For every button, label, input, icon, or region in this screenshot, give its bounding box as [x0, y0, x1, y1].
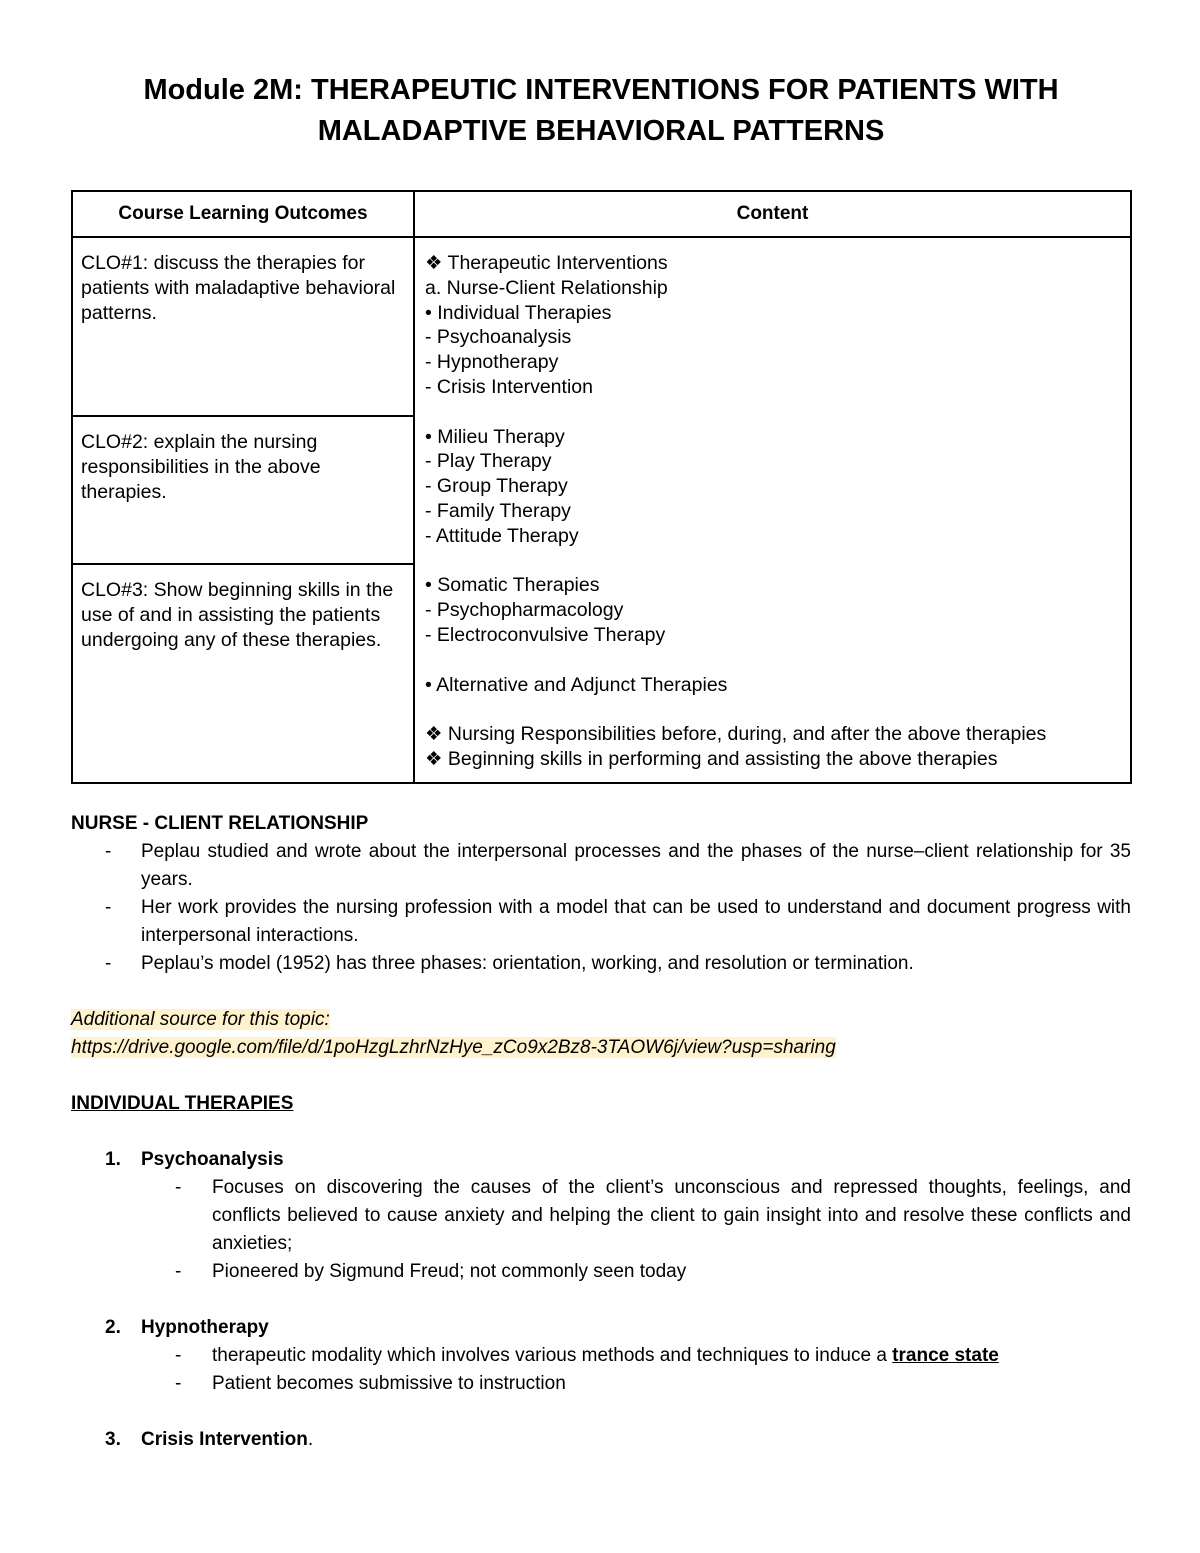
content-line: • Alternative and Adjunct Therapies [425, 673, 728, 696]
spacer [425, 648, 1122, 673]
document-page [71, 70, 1131, 1454]
content-line: - Play Therapy [425, 450, 552, 473]
item-suffix: . [307, 1429, 314, 1450]
item-number: 3. [105, 1429, 121, 1450]
title-line-2: MALADAPTIVE BEHAVIORAL PATTERNS [317, 115, 885, 147]
list-item: - Pioneered by Sigmund Freud; not commonly seen today [71, 1258, 1131, 1286]
nurse-client-section [71, 810, 1131, 978]
content-line: - Crisis Intervention [425, 375, 593, 398]
content-line: • Somatic Therapies [425, 574, 600, 597]
content-line: - Hypnotherapy [425, 351, 559, 374]
nurse-client-list [71, 838, 1131, 978]
psychoanalysis-list [71, 1174, 1131, 1286]
item-title: Psychoanalysis [141, 1149, 284, 1170]
individual-therapies-section [71, 1090, 1131, 1454]
table-header-row [72, 191, 1131, 237]
list-item [71, 1342, 1131, 1370]
therapy-item-hypnotherapy [71, 1314, 1131, 1342]
spacer [425, 549, 1122, 574]
content-line: - Family Therapy [425, 499, 571, 522]
item-title: Hypnotherapy [141, 1317, 269, 1338]
content-line: - Electroconvulsive Therapy [425, 623, 666, 646]
bullet-text: therapeutic modality which involves various methods and techniques to induce a [212, 1345, 893, 1366]
additional-source-link[interactable]: https://drive.google.com/file/d/1poHzgLzhrNzHye_zCo9x2Bz8-3TAOW6j/view?usp=sharing [71, 1037, 836, 1058]
clo-2-cell: CLO#2: explain the nursing responsibilities in the above therapies. [72, 416, 414, 564]
header-content: Content [414, 191, 1131, 237]
title-line-1: Module 2M: THERAPEUTIC INTERVENTIONS FOR PATIENTS WITH [143, 74, 1059, 106]
list-item: - Her work provides the nursing profession with a model that can be used to understand and document progress with interpersonal interactions. [71, 894, 1131, 950]
hypnotherapy-list [71, 1342, 1131, 1398]
individual-therapies-heading: INDIVIDUAL THERAPIES [71, 1093, 294, 1114]
trance-state-emphasis: trance state [892, 1345, 999, 1366]
item-number: 2. [105, 1317, 121, 1338]
nurse-client-heading: NURSE - CLIENT RELATIONSHIP [71, 813, 369, 834]
list-item: - Patient becomes submissive to instruction [71, 1370, 1131, 1398]
clo-3-cell: CLO#3: Show beginning skills in the use of and in assisting the patients undergoing any of these therapies. [72, 564, 414, 783]
content-line: • Individual Therapies [425, 301, 612, 324]
content-line: - Psychopharmacology [425, 599, 624, 622]
list-item: - Peplau’s model (1952) has three phases: orientation, working, and resolution or termination. [71, 950, 1131, 978]
course-outcomes-table [71, 190, 1132, 784]
table-row [72, 237, 1131, 416]
header-course-learning-outcomes: Course Learning Outcomes [72, 191, 414, 237]
content-line: a. Nurse-Client Relationship [425, 276, 668, 299]
additional-source-label: Additional source for this topic: [71, 1009, 330, 1030]
content-line: ❖ Nursing Responsibilities before, during, and after the above therapies [425, 723, 1047, 746]
additional-source [71, 1006, 1131, 1062]
spacer [425, 400, 1122, 425]
spacer [425, 697, 1122, 722]
therapy-item-psychoanalysis [71, 1146, 1131, 1174]
item-title: Crisis Intervention [141, 1429, 308, 1450]
content-line: - Psychoanalysis [425, 326, 572, 349]
list-item: - Focuses on discovering the causes of the client’s unconscious and repressed thoughts, feelings, and conflicts believed to cause anxiety and helping the client to gain insight into and resolve these conflicts and anxieties; [71, 1174, 1131, 1258]
document-title [71, 70, 1131, 152]
therapy-item-crisis-intervention [71, 1426, 1131, 1454]
content-line: ❖ Beginning skills in performing and assisting the above therapies [425, 747, 998, 770]
content-line: - Group Therapy [425, 475, 568, 498]
item-number: 1. [105, 1149, 121, 1170]
content-line: • Milieu Therapy [425, 425, 565, 448]
content-line: ❖ Therapeutic Interventions [425, 252, 668, 274]
content-cell [414, 237, 1131, 783]
content-line: - Attitude Therapy [425, 524, 579, 547]
list-item: - Peplau studied and wrote about the interpersonal processes and the phases of the nurse–client relationship for 35 years. [71, 838, 1131, 894]
clo-1-cell: CLO#1: discuss the therapies for patients with maladaptive behavioral patterns. [72, 237, 414, 416]
